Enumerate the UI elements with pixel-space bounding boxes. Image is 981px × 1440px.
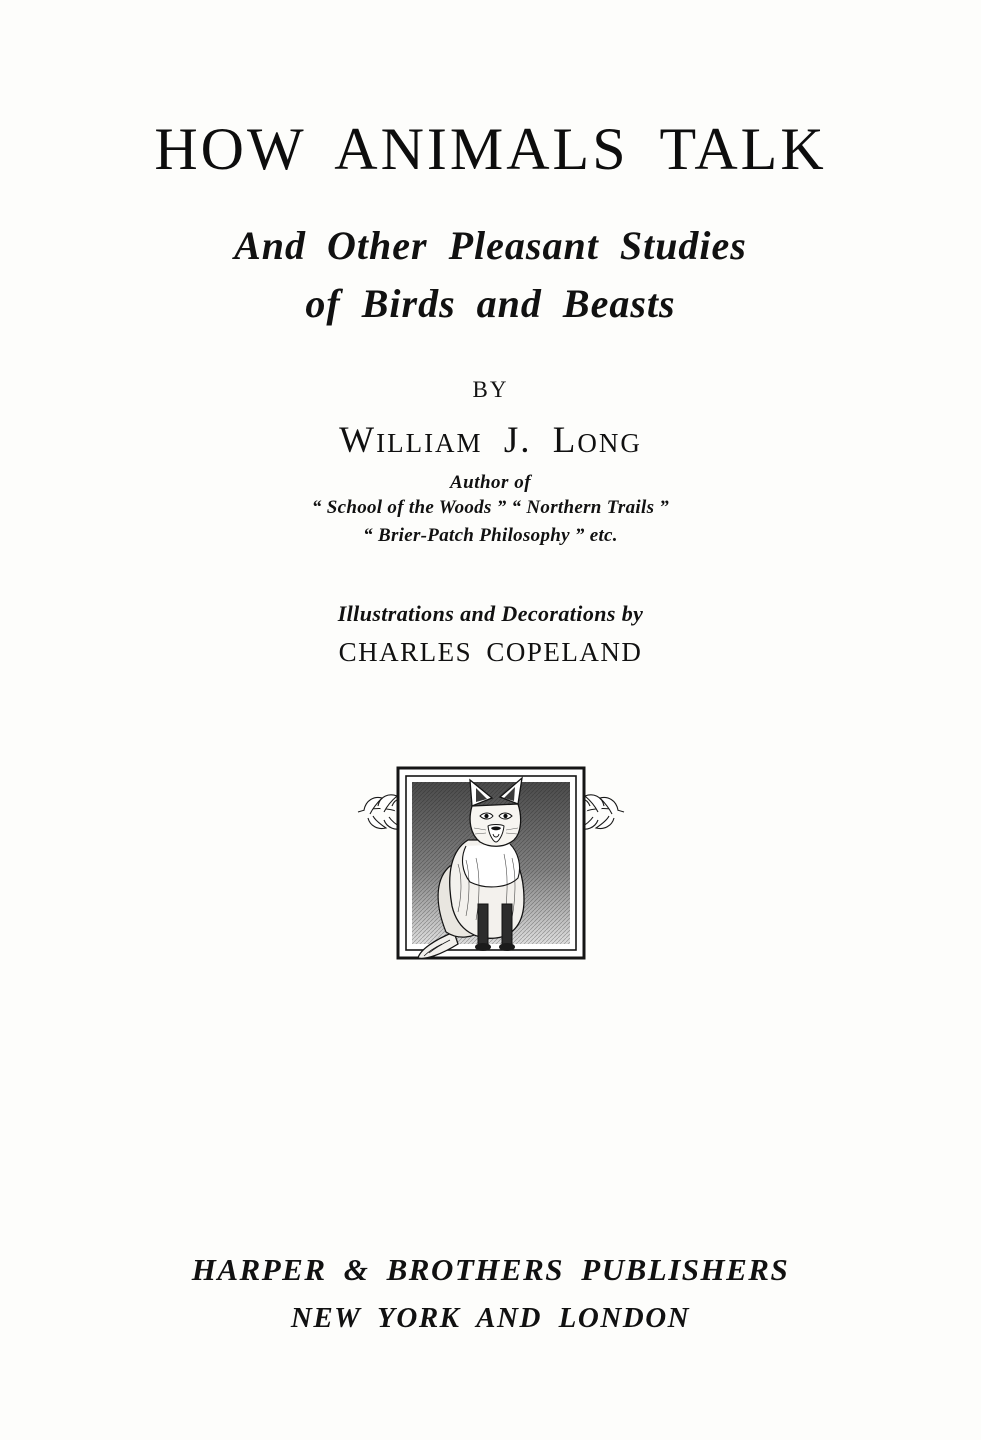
illustrations-credit-label: Illustrations and Decorations by (337, 601, 644, 627)
subtitle-line-2: of Birds and Beasts (305, 281, 676, 327)
publisher-cities: NEW YORK AND LONDON (290, 1302, 691, 1334)
subtitle (0, 221, 981, 329)
other-works (0, 494, 981, 549)
author-name-ong: ONG (577, 428, 642, 459)
fox-engraving-icon (346, 754, 636, 974)
page-title: HOW ANIMALS TALK (154, 116, 827, 182)
author-of-label: Author of (449, 472, 532, 494)
subtitle-line-1: And Other Pleasant Studies (234, 223, 747, 269)
other-works-line-2: “ Brier-Patch Philosophy ” etc. (363, 524, 618, 546)
fox-vignette-illustration (0, 754, 981, 974)
author-initial-l: L (552, 420, 578, 462)
illustrator-name: CHARLES COPELAND (338, 637, 643, 668)
author-name (0, 419, 981, 462)
other-works-line-1: “ School of the Woods ” “ Northern Trails ” (311, 497, 670, 519)
publisher-name: HARPER & BROTHERS PUBLISHERS (191, 1252, 790, 1287)
author-initial-j: J. (503, 420, 532, 462)
author-initial-w: W (339, 420, 377, 462)
author-name-illiam: ILLIAM (376, 428, 483, 459)
imprint-block (0, 1252, 981, 1335)
by-label: BY (472, 377, 509, 403)
